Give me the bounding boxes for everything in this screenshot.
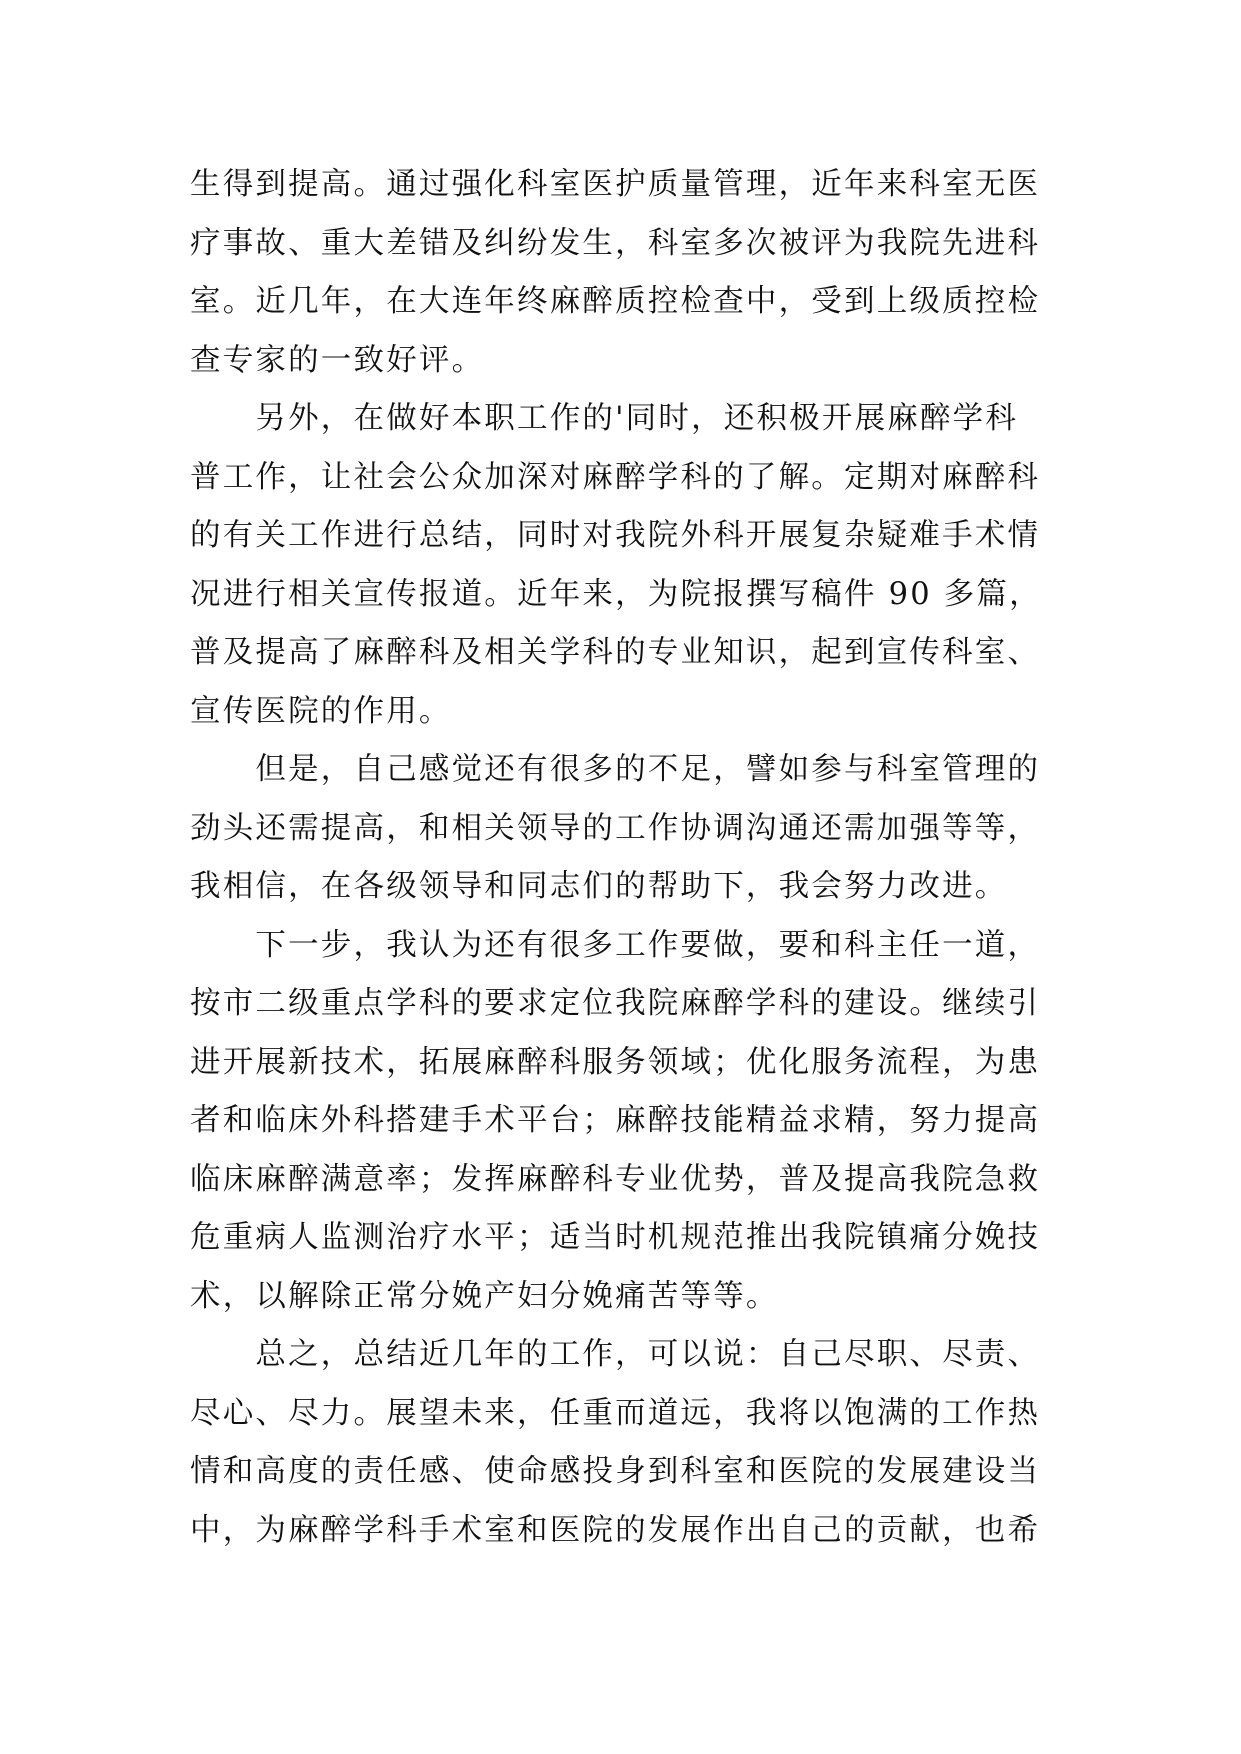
- text-line: 危重病人监测治疗水平；适当时机规范推出我院镇痛分娩技: [190, 1220, 1041, 1255]
- text-line: 劲头还需提高，和相关领导的工作协调沟通还需加强等等，: [190, 810, 1041, 846]
- paragraph-5: [190, 1326, 1070, 1560]
- text-line: 总之，总结近几年的工作，可以说：自己尽职、尽责、: [190, 1337, 1041, 1372]
- text-line: 宣传医院的作用。: [190, 693, 452, 729]
- text-line: 术，以解除正常分娩产妇分娩痛苦等等。: [190, 1278, 779, 1314]
- text-line: 下一步，我认为还有很多工作要做，要和科主任一道，: [190, 927, 1041, 963]
- text-line: 按市二级重点学科的要求定位我院麻醉学科的建设。继续引: [190, 986, 1041, 1021]
- paragraph-3: [190, 741, 1070, 917]
- text-line: 尽心、尽力。展望未来，任重而道远，我将以饱满的工作热: [190, 1395, 1041, 1431]
- text-line: 普工作，让社会公众加深对麻醉学科的了解。定期对麻醉科: [190, 459, 1041, 495]
- paragraph-2: [190, 390, 1070, 741]
- text-line: 生得到提高。通过强化科室医护质量管理，近年来科室无医: [190, 167, 1041, 202]
- text-line: 疗事故、重大差错及纠纷发生，科室多次被评为我院先进科: [190, 225, 1041, 261]
- text-line: 室。近几年，在大连年终麻醉质控检查中，受到上级质控检: [190, 284, 1041, 319]
- text-line: 者和临床外科搭建手术平台；麻醉技能精益求精，努力提高: [190, 1103, 1041, 1138]
- document-body: [190, 156, 1070, 1560]
- text-line: 查专家的一致好评。: [190, 342, 485, 378]
- text-line: 中，为麻醉学科手术室和医院的发展作出自己的贡献，也希: [190, 1512, 1041, 1548]
- text-line: 的有关工作进行总结，同时对我院外科开展复杂疑难手术情: [190, 518, 1041, 553]
- text-line: 我相信，在各级领导和同志们的帮助下，我会努力改进。: [190, 869, 1008, 904]
- paragraph-4: [190, 917, 1070, 1327]
- text-line: 进开展新技术，拓展麻醉科服务领域；优化服务流程，为患: [190, 1044, 1041, 1080]
- text-line: 临床麻醉满意率；发挥麻醉科专业优势，普及提高我院急救: [190, 1161, 1041, 1197]
- text-line: 但是，自己感觉还有很多的不足，譬如参与科室管理的: [190, 752, 1041, 787]
- text-line: 普及提高了麻醉科及相关学科的专业知识，起到宣传科室、: [190, 635, 1041, 670]
- paragraph-1: [190, 156, 1070, 390]
- text-line: 情和高度的责任感、使命感投身到科室和医院的发展建设当: [190, 1454, 1041, 1489]
- text-line: 况进行相关宣传报道。近年来，为院报撰写稿件 90 多篇，: [190, 576, 1042, 612]
- text-line: 另外，在做好本职工作的'同时，还积极开展麻醉学科: [190, 401, 1019, 436]
